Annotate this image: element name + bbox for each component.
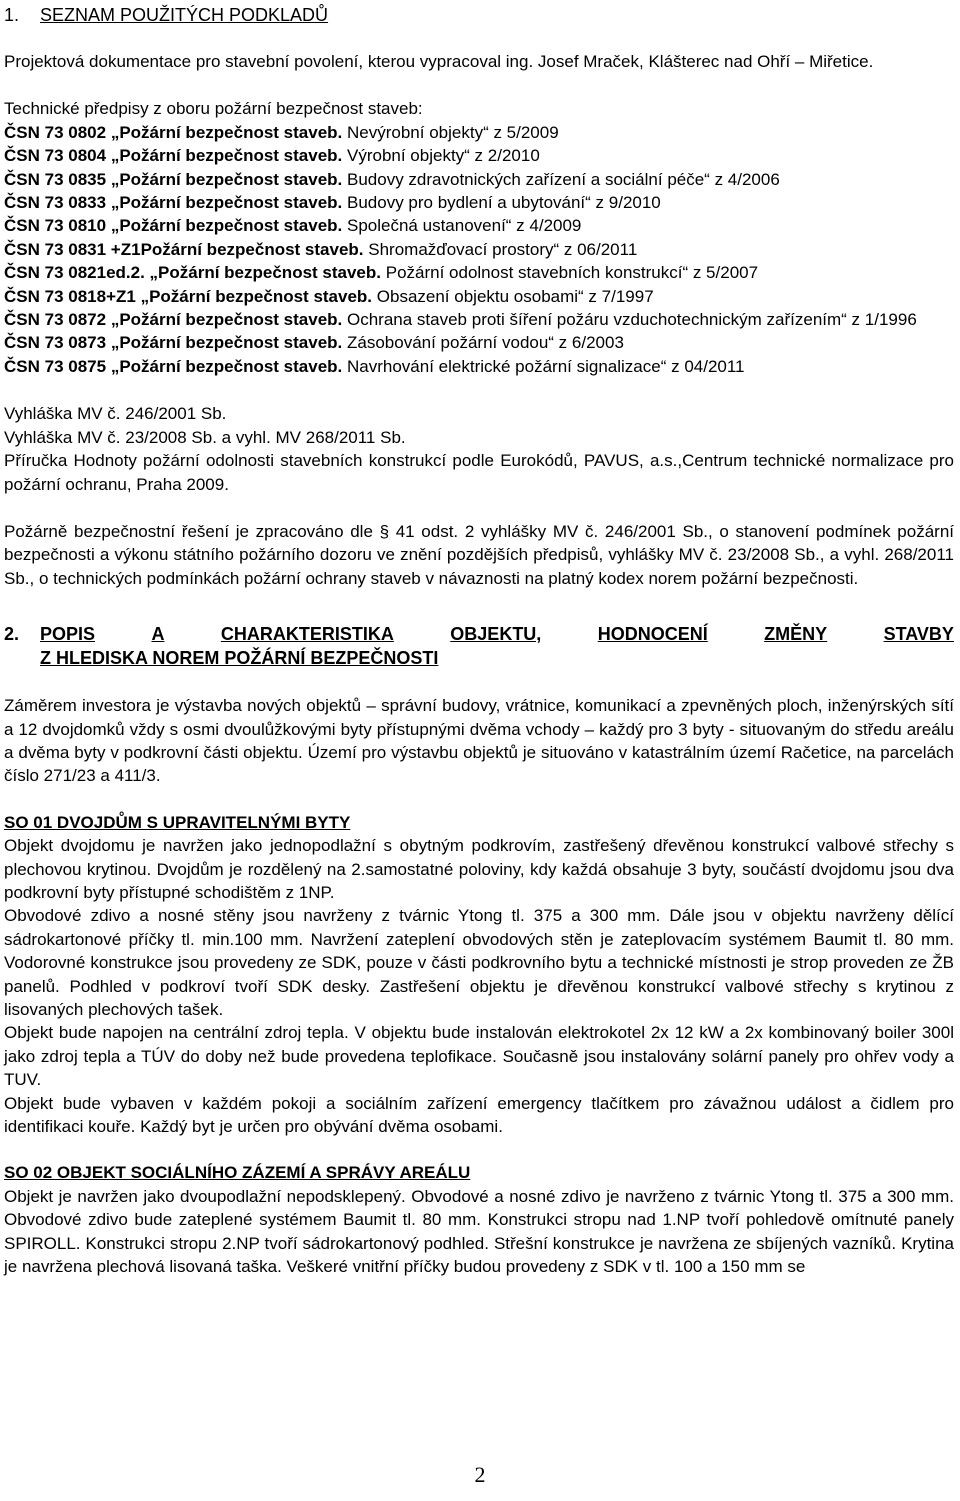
standard-item: ČSN 73 0810 „Požární bezpečnost staveb. Společná ustanovení“ z 4/2009	[4, 216, 582, 236]
standard-item: ČSN 73 0802 „Požární bezpečnost staveb. Nevýrobní objekty“ z 5/2009	[4, 122, 559, 142]
so01-paragraph: Objekt bude napojen na centrální zdroj tepla. V objektu bude instalován elektrokotel 2x 12 kW a 2x kombinovaný boiler 300l jako zdroj tepla a TÚV do doby než bude provedena teplofikace. Současně jsou instalovány solární panely pro ohřev vody a TUV.	[4, 1023, 954, 1090]
fire-safety-basis-paragraph: Požárně bezpečnostní řešení je zpracováno dle § 41 odst. 2 vyhlášky MV č. 246/2001 Sb., o stanovení podmínek požární bezpečnosti a výkonu státního požárního dozoru ve znění pozdějších předpisů, vyhlášky MV č. 23/2008 Sb., a vyhl. 268/2011 Sb., o technických podmínkách požární ochrany staveb v návaznosti na platný kodex norem požární bezpečnosti.	[4, 521, 954, 588]
investor-intent-paragraph: Záměrem investora je výstavba nových objektů – správní budovy, vrátnice, komunikací a zpevněných ploch, inženýrských sítí a 12 dvojdomků vždy s osmi dvoulůžkovými byty přístupnými dvěma vchody – každý pro 3 byty - situovaným do středu areálu a dvěma byty v podkrovní části objektu. Území pro výstavbu objektů je situováno v katastrálním území Račetice, na parcelách číslo 271/23 a 411/3.	[4, 696, 954, 786]
section-2-heading	[4, 622, 954, 670]
section-1-heading	[4, 3, 954, 27]
section-2-title	[40, 622, 954, 670]
page-number: 2	[474, 1462, 486, 1487]
project-documentation-note: Projektová dokumentace pro stavební povolení, kterou vypracoval ing. Josef Mraček, Klášterec nad Ohří – Miřetice.	[4, 52, 874, 71]
section-2-title-line-1: POPIS A CHARAKTERISTIKA OBJEKTU, HODNOCENÍ ZMĚNY STAVBY	[40, 624, 954, 645]
so01-paragraph: Obvodové zdivo a nosné stěny jsou navrženy z tvárnic Ytong tl. 375 a 300 mm. Dále jsou v objektu navrženy dělící sádrokartonové příčky tl. min.100 mm. Navržení zateplení obvodových stěn je zateplovacím systémem Baumit tl. 80 mm. Vodorovné konstrukce jsou provedeny ze SDK, pouze v části podkrovního bytu a technické místnosti je strop proveden ze ŽB panelů. Podhled v podkroví tvoří SDK desky. Zastřešení objektu je dřevěnou konstrukcí valbové střechy s krytinou z lisovaných plechových tašek.	[4, 906, 954, 1019]
standard-item: ČSN 73 0873 „Požární bezpečnost staveb. Zásobování požární vodou“ z 6/2003	[4, 333, 624, 353]
standard-item: ČSN 73 0833 „Požární bezpečnost staveb. Budovy pro bydlení a ubytování“ z 9/2010	[4, 193, 661, 213]
standards-intro: Technické předpisy z oboru požární bezpečnost staveb:	[4, 99, 423, 119]
regulation-item: Příručka Hodnoty požární odolnosti stavebních konstrukcí podle Eurokódů, PAVUS, a.s.,Centrum technické normalizace pro požární ochranu, Praha 2009.	[4, 451, 954, 494]
standard-item: ČSN 73 0821ed.2. „Požární bezpečnost staveb. Požární odolnost stavebních konstrukcí“ z 5/2007	[4, 263, 759, 283]
standard-item: ČSN 73 0875 „Požární bezpečnost staveb. Navrhování elektrické požární signalizace“ z 04/2011	[4, 356, 745, 376]
standard-item: ČSN 73 0804 „Požární bezpečnost staveb. Výrobní objekty“ z 2/2010	[4, 146, 540, 166]
standard-item: ČSN 73 0872 „Požární bezpečnost staveb. Ochrana staveb proti šíření požáru vzduchotechnickým zařízením“ z 1/1996	[4, 310, 917, 330]
so02-title: SO 02 OBJEKT SOCIÁLNÍHO ZÁZEMÍ A SPRÁVY AREÁLU	[4, 1163, 471, 1183]
regulation-item: Vyhláška MV č. 23/2008 Sb. a vyhl. MV 268/2011 Sb.	[4, 427, 406, 447]
section-2-number: 2.	[4, 624, 20, 645]
so01-paragraph: Objekt dvojdomu je navržen jako jednopodlažní s obytným podkrovím, zastřešený dřevěnou konstrukcí valbové střechy s plechovou krytinou. Dvojdům je rozdělený na 2.samostatné poloviny, kdy každá obsahuje 3 byty, součástí dvojdomu jsou dva podkrovní byty přístupné schodištěm z 1NP.	[4, 836, 954, 902]
standards-list	[4, 121, 954, 378]
so01-title: SO 01 DVOJDŮM S UPRAVITELNÝMI BYTY	[4, 812, 351, 832]
regulation-item: Vyhláška MV č. 246/2001 Sb.	[4, 404, 227, 424]
so01-paragraph: Objekt bude vybaven v každém pokoji a sociálním zařízení emergency tlačítkem pro závažnou událost a čidlem pro identifikaci kouře. Každý byt je určen pro obývání dvěma osobami.	[4, 1093, 954, 1137]
so02-paragraph: Objekt je navržen jako dvoupodlažní nepodsklepený. Obvodové a nosné zdivo je navrženo z tvárnic Ytong tl. 375 a 300 mm. Obvodové zdivo bude zateplené systémem Baumit tl. 80 mm. Konstrukci stropu nad 1.NP tvoří pohledově omítnuté panely SPIROLL. Konstrukci stropu 2.NP tvoří sádrokartonový podhled. Střešní konstrukce je navržena ze sbíjených vazníků. Krytina je navržena plechová lisovaná taška. Veškeré vnitřní příčky budou provedeny z SDK v tl. 100 a 150 mm se	[4, 1186, 954, 1277]
standard-item: ČSN 73 0835 „Požární bezpečnost staveb. Budovy zdravotnických zařízení a sociální péče“ z 4/2006	[4, 169, 780, 189]
standard-item: ČSN 73 0831 +Z1Požární bezpečnost staveb. Shromažďovací prostory“ z 06/2011	[4, 239, 638, 259]
section-1-number: 1.	[4, 5, 20, 25]
section-2-title-line-2: Z HLEDISKA NOREM POŽÁRNÍ BEZPEČNOSTI	[40, 648, 439, 669]
document-page	[4, 0, 954, 1278]
standard-item: ČSN 73 0818+Z1 „Požární bezpečnost staveb. Obsazení objektu osobami“ z 7/1997	[4, 286, 654, 306]
section-1-title: SEZNAM POUŽITÝCH PODKLADŮ	[40, 5, 329, 25]
